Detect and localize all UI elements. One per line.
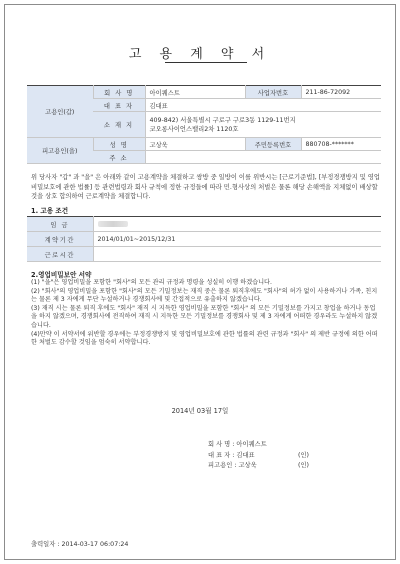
company-label: 회 사 명 <box>93 86 145 99</box>
address-line-1: 409-842) 서울특별시 구로구 구로3동 1129-11번지 <box>149 116 296 124</box>
rrn-label: 주민등록번호 <box>245 138 301 151</box>
conditions-table <box>27 216 381 262</box>
contract-date: 2014년 03월 17일 <box>171 407 229 415</box>
bizno-label: 사업자번호 <box>245 86 301 99</box>
sign-company: 회 사 명 : 아이퀘스트 <box>208 441 267 448</box>
oath-body <box>31 279 381 348</box>
parties-table <box>27 85 381 164</box>
oath-clause-4: (4)만약 이 서약서에 위반할 경우에는 부정경쟁방지 및 영업비밀보호에 관한 법률의 관련 규정과 "회사" 의 제반 규정에 의한 어떠한 처벌도 감수할 것임을 엄숙히 서약합니다. <box>31 330 378 347</box>
oath-heading: 2.영업비밀보안 서약 <box>31 271 92 279</box>
employee-seal: (인) <box>298 462 309 469</box>
oath-clause-3: (3) 재직 시는 물론 퇴직 후에도 "회사" 재직 시 지득한 영업비밀을 포함한 "회사" 의 모든 기밀정보를 가지고 창업을 하거나 동업을 하지 않겠으며, 경쟁회사에 전직하여 재직 시 지득한 모든 기밀정보를 경쟁회사 및 제 3 자에게 어떠한 경우라도 누설하지 않겠습니다. <box>31 304 378 329</box>
work-hours-value <box>93 247 381 262</box>
address-value <box>145 112 381 138</box>
address-line-2: 코오롱사이언스밸리2차 1120호 <box>149 125 239 133</box>
oath-clause-2: (2) "회사"의 영업비밀을 포함한 "회사"의 모든 기밀정보는 재직 중은 물론 퇴직후에도 "회사"의 허가 없이 사용하거나 가족, 친지는 물론 제 3 자에게 무단 누설하거나 경쟁회사에 및 간접적으로 유출하지 않겠습니다. <box>31 287 378 304</box>
wage-label: 임 금 <box>27 217 93 232</box>
period-value: 2014/01/01~2015/12/31 <box>93 232 381 247</box>
rrn-value: 880708-******* <box>301 138 381 151</box>
document-title: 고 용 계 약 서 <box>128 47 272 62</box>
intro-paragraph: 위 당사자 "갑" 과 "을" 은 아래와 같이 고용계약을 체결하고 쌍방 중 일방이 이를 위반시는 [근로기준법], [부정경쟁방지 및 영업비밀보호에 관한 법률] 등 관련법령과 회사 규칙에 정한 규정들에 따라 민.형사상의 처벌은 물론 해당 손해액을 지체없이 배상할 것을 상호 합의하여 근로계약을 체결합니다. <box>31 174 380 200</box>
ceo-seal: (인) <box>298 451 309 459</box>
ceo-value: 김대표 <box>145 99 381 112</box>
ceo-label: 대 표 자 <box>93 99 145 112</box>
sign-ceo: 대 표 자 : 김대표 <box>208 451 255 459</box>
period-label: 계약기간 <box>27 232 93 247</box>
contract-page <box>4 4 396 560</box>
bizno-value: 211-86-72092 <box>301 86 381 99</box>
sign-employee: 피고용인 : 고상욱 <box>208 462 257 469</box>
title-underline <box>165 62 247 63</box>
printed-date: 출력일자 : 2014-03-17 06:07:24 <box>31 541 129 548</box>
signature-block <box>208 440 309 472</box>
work-hours-label: 근로시간 <box>27 247 93 262</box>
address-label: 소 재 지 <box>93 112 145 138</box>
redacted-wage <box>98 221 128 227</box>
wage-value <box>93 217 381 232</box>
employer-category: 고용인(갑) <box>27 86 93 138</box>
conditions-heading: 1. 고용 조건 <box>31 207 69 215</box>
oath-clause-1: (1) "을"은 영업비밀을 포함한 "회사"의 모든 관리 규정과 명령을 성실히 이행 하겠습니다. <box>31 279 272 286</box>
name-label: 성 명 <box>93 138 145 151</box>
employee-address-label: 주 소 <box>93 151 145 164</box>
name-value: 고상욱 <box>145 138 245 151</box>
employee-category: 피고용인(을) <box>27 138 93 164</box>
employee-address-value <box>145 151 381 164</box>
company-value: 아이퀘스트 <box>145 86 245 99</box>
